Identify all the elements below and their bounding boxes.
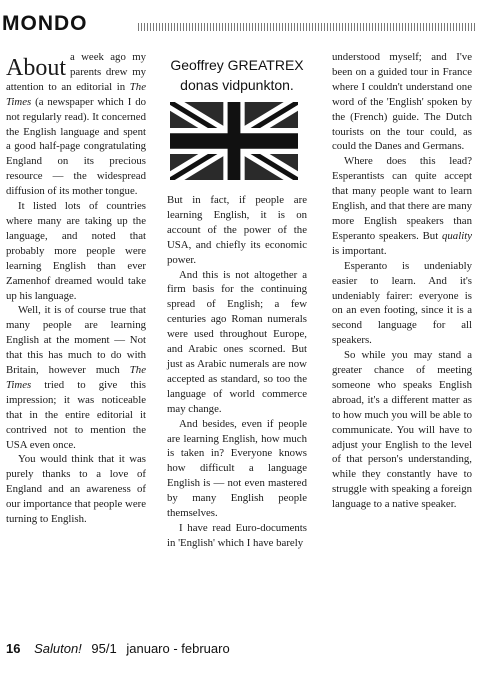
page-footer [6, 641, 476, 656]
paragraph: It listed lots of countries where many are taking up the language, and noted that probably more people were learning English than ever Zamenhof dreamed would take up his language. [6, 200, 146, 302]
paragraph: And besides, even if people are learning English, how much is taken in? Everyone knows how difficult a language English is — not even mastered by many English people themselves. [167, 417, 307, 520]
issue-number: 95/1 [91, 641, 117, 656]
paragraph: You would think that it was purely thanks to a love of England and an awareness of our importance that people were turning to English. [6, 453, 146, 526]
union-jack-flag-icon [170, 102, 298, 180]
page-number: 16 [6, 641, 21, 656]
column-3 [332, 50, 472, 512]
paragraph: But in fact, if people are learning English, it is on account of the power of the USA, and chiefly its economic power. [167, 194, 307, 266]
paragraph: Esperanto is undeniably easier to learn. And it's undeniably fairer: everyone is on an even footing, since it is a second language for all speakers. [332, 259, 472, 347]
column-2 [167, 193, 307, 551]
page-header [0, 8, 482, 38]
byline: Geoffrey GREATREX donas vidpunkton. [170, 57, 304, 93]
issue-months: januaro - februaro [126, 641, 230, 656]
magazine-name: Saluton! [34, 641, 82, 656]
section-title: MONDO [2, 12, 88, 35]
paragraph: Well, it is of course true that many people are learning English at the moment — Not that this has much to do with Britain, however much The Times tried to give this impression; it was noticeable that in the entire editorial it contrived not to mention the USA even once. [6, 304, 146, 451]
header-rule [138, 23, 476, 31]
dropcap-word: About [6, 55, 66, 81]
paragraph: Where does this lead? Esperantists can quite accept that many people want to learn English, and that there are many more English speakers than Esperanto speakers. But quality is important. [332, 155, 472, 257]
paragraph: About a week ago my parents drew my attention to an editorial in The Times (a newspaper which I do not regularly read). It concerned the English language and spent a good half-page congratulating England on its precious resource — the widespread diffusion of its mother tongue. [6, 51, 146, 198]
paragraph: understood myself; and I've been on a guided tour in France where I couldn't understand one word of the 'English' spoken by the (French) guide. The Dutch tourists on the tour could, as could the Danes and Germans. [332, 51, 472, 153]
paragraph: So while you may stand a greater chance of meeting someone who speaks English abroad, it's a different matter as to how much you will be able to communicate. You will have to adjust your English to the level of that person's understanding, while they constantly have to struggle with speaking a foreign language to a native speaker. [332, 349, 472, 511]
newspaper-name: The Times [6, 80, 146, 108]
emphasis: quality [442, 229, 472, 242]
column-1 [6, 50, 146, 527]
paragraph: I have read Euro-documents in 'English' which I have barely [167, 521, 307, 549]
newspaper-name: The Times [6, 364, 146, 391]
paragraph: And this is not altogether a firm basis for the continuing spread of English; a few centuries ago Roman numerals were used throughout Europe, and Arabic ones scorned. But just as Arabic numerals are now accepted as standard, so too the language of world commerce may change. [167, 268, 307, 415]
